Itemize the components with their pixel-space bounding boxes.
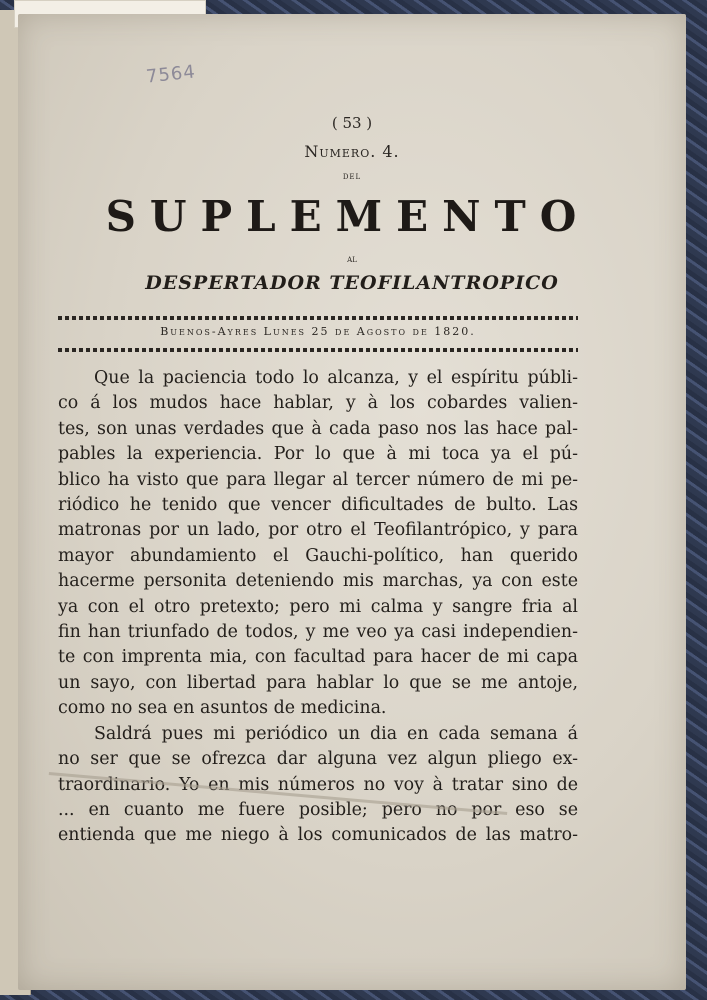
subtitle: DESPERTADOR TEOFILANTROPICO [145,272,559,294]
divider-top [58,316,578,320]
text-line: matronas por un lado, por otro el Teofilantrópico, y para [58,520,578,541]
text-line: mayor abundamiento el Gauchi-político, han querido [58,545,578,566]
text-line: hacerme personita deteniendo mis marchas, ya con este [58,571,578,592]
divider-bottom [58,348,578,352]
text-line: te con imprenta mia, con facultad para hacer de mi capa [58,647,578,668]
text-line: no ser que se ofrezca dar alguna vez algun pliego ex- [58,749,578,770]
page-number: ( 53 ) [331,114,373,132]
text-line: Saldrá pues mi periódico un dia en cada semana á [94,723,578,744]
dateline: Buenos-Ayres Lunes 25 de Agosto de 1820. [160,325,476,338]
body-text [58,366,578,849]
text-line: ... en cuanto me fuere posible; pero no por eso se [58,799,578,820]
text-line: blico ha visto que para llegar al tercer número de mi pe- [58,469,578,490]
document-page [18,14,686,990]
text-line: traordinario. Yo en mis números no voy à tratar sino de [58,774,578,795]
text-line: entienda que me niego à los comunicados de las matro- [58,825,578,846]
text-line: tes, son unas verdades que à cada paso nos las hace pal- [58,418,578,439]
issue-number: Numero. 4. [304,142,400,161]
text-line: pables la experiencia. Por lo que à mi toca ya el pú- [58,444,578,465]
page-title: SUPLEMENTO [105,192,591,241]
del-label: del [342,171,362,182]
text-line: fin han triunfado de todos, y me veo ya casi independien- [58,622,578,643]
text-line: co á los mudos hace hablar, y à los cobardes valien- [58,393,578,414]
text-line: Que la paciencia todo lo alcanza, y el espíritu públi- [94,368,578,388]
al-label: al [347,254,357,265]
text-line: como no sea en asuntos de medicina. [58,698,387,719]
text-line: un sayo, con libertad para hablar lo que se me antoje, [58,672,578,693]
text-line: ya con el otro pretexto; pero mi calma y sangre fria al [58,596,578,617]
manuscript-note: 7564 [145,61,197,88]
text-line: riódico he tenido que vencer dificultades de bulto. Las [58,495,578,516]
